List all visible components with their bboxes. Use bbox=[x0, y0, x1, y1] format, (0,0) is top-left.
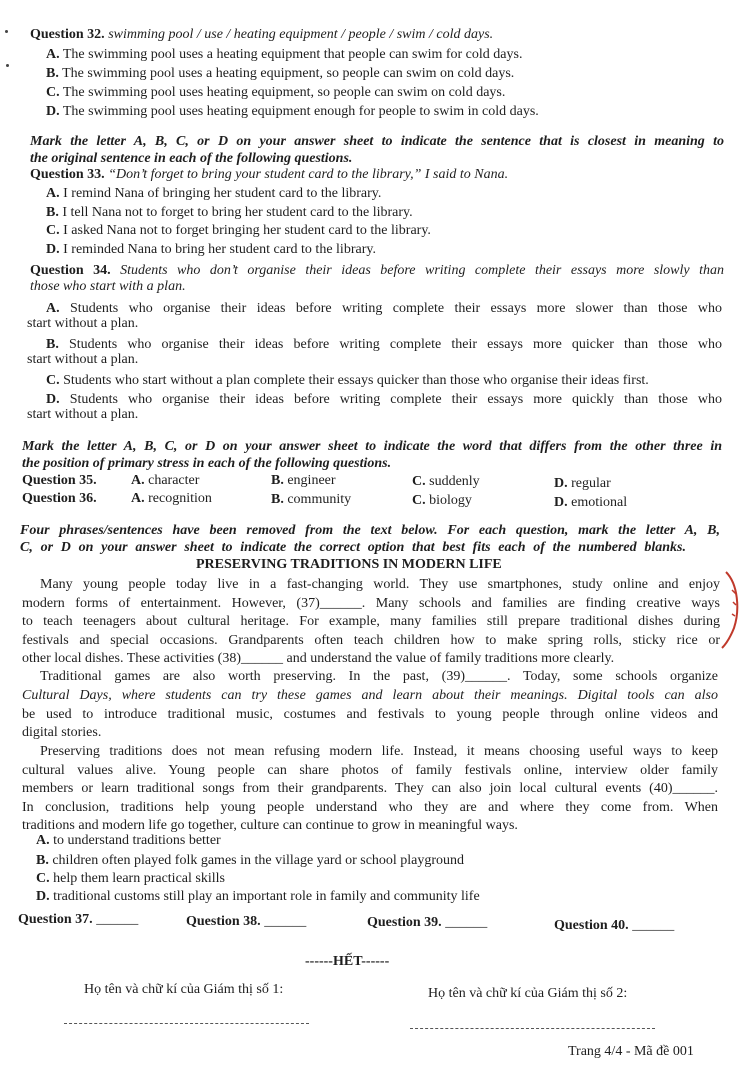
q36-option-a: A. recognition bbox=[131, 491, 212, 506]
page-number-label: Trang 4/4 - Mã đề 001 bbox=[568, 1044, 694, 1059]
q34-option-a-cont: start without a plan. bbox=[27, 316, 139, 331]
question-36-label: Question 36. bbox=[22, 491, 97, 506]
proctor-2-signature-label: Họ tên và chữ kí của Giám thị số 2: bbox=[428, 986, 628, 1001]
passage-line: Traditional games are also worth preserving. In the past, (39)______. Today, some schools organize bbox=[40, 669, 718, 684]
passage-line: Preserving traditions does not mean refusing modern life. Instead, it means choosing useful ways to keep bbox=[40, 744, 718, 759]
passage-line: festivals and special occasions. Grandparents often teach children how to make spring rolls, sticky rice or bbox=[22, 633, 720, 648]
instruction-stress: Mark the letter A, B, C, or D on your answer sheet to indicate the word that differs from the other three in bbox=[22, 439, 722, 454]
q36-option-c: C. biology bbox=[412, 493, 472, 508]
answer-question-39: Question 39. ______ bbox=[367, 915, 488, 930]
question-33-stem bbox=[30, 166, 508, 184]
passage-option-c: C. help them learn practical skills bbox=[36, 871, 225, 886]
red-margin-mark-icon bbox=[712, 570, 742, 650]
question-label: Question 34. bbox=[30, 263, 111, 278]
question-35-label: Question 35. bbox=[22, 473, 97, 488]
passage-line: cultural values alive. Young people can share photos of family festivals online, interview older family bbox=[22, 763, 718, 778]
passage-line: other local dishes. These activities (38)______ and understand the value of family traditions more clearly. bbox=[22, 651, 615, 666]
passage-line: Many young people today live in a fast-changing world. They use smartphones, study online and enjoy bbox=[40, 577, 720, 592]
q36-option-b: B. community bbox=[271, 492, 352, 507]
passage-line: members or learn traditional songs from their grandparents. They can also join local cultural events (40)______. bbox=[22, 781, 718, 796]
q33-option-b: B. I tell Nana not to forget to bring her student card to the library. bbox=[46, 205, 413, 220]
scan-dot bbox=[5, 30, 8, 33]
question-label: Question 33. bbox=[30, 167, 105, 182]
question-label: Question 32. bbox=[30, 27, 105, 42]
passage-line: In conclusion, traditions help young people understand who they are and where they come from. When bbox=[22, 800, 718, 815]
passage-title: PRESERVING TRADITIONS IN MODERN LIFE bbox=[196, 557, 502, 572]
q35-option-c: C. suddenly bbox=[412, 474, 480, 489]
answer-question-37: Question 37. ______ bbox=[18, 912, 139, 927]
q32-option-a: A. The swimming pool uses a heating equipment that people can swim for cold days. bbox=[46, 47, 523, 62]
question-prompt: Students who don’t organise their ideas before writing complete their essays more slowly than bbox=[120, 263, 724, 278]
end-marker: ------HẾT------ bbox=[305, 954, 390, 969]
passage-line: Cultural Days, where students can try these games and learn about their meanings. Digital tools can also bbox=[22, 688, 718, 703]
question-prompt: swimming pool / use / heating equipment / people / swim / cold days. bbox=[108, 27, 494, 42]
q33-option-a: A. I remind Nana of bringing her student card to the library. bbox=[46, 186, 382, 201]
proctor-2-signature-line bbox=[410, 1028, 655, 1029]
q32-option-b: B. The swimming pool uses a heating equipment, so people can swim on cold days. bbox=[46, 66, 515, 81]
instruction-blanks-2: C, or D on your answer sheet to indicate the correct option that best fits each of the numbered blanks. bbox=[20, 540, 686, 555]
passage-line: to teach teenagers about cultural heritage. For example, many families still prepare traditional dishes during bbox=[22, 614, 720, 629]
question-prompt: “Don’t forget to bring your student card to the library,” I said to Nana. bbox=[108, 167, 509, 182]
answer-question-40: Question 40. ______ bbox=[554, 918, 675, 933]
passage-line: modern forms of entertainment. However, (37)______. Many schools and families are finding creative ways bbox=[22, 596, 720, 611]
question-34-stem-cont: those who start with a plan. bbox=[30, 279, 186, 294]
passage-line: digital stories. bbox=[22, 725, 102, 740]
q34-option-d-cont: start without a plan. bbox=[27, 407, 139, 422]
q34-option-d: D. Students who organise their ideas before writing complete their essays more quickly than those who bbox=[46, 392, 723, 407]
instruction-closest-meaning: Mark the letter A, B, C, or D on your answer sheet to indicate the sentence that is closest in meaning to bbox=[30, 134, 724, 149]
q32-option-d: D. The swimming pool uses heating equipment enough for people to swim in cold days. bbox=[46, 104, 539, 119]
q34-option-b: B. Students who organise their ideas before writing complete their essays more quicker than those who bbox=[46, 337, 722, 352]
q32-option-c: C. The swimming pool uses heating equipment, so people can swim on cold days. bbox=[46, 85, 506, 100]
q35-option-b: B. engineer bbox=[271, 473, 336, 488]
q35-option-d: D. regular bbox=[554, 476, 611, 491]
q36-option-d: D. emotional bbox=[554, 495, 628, 510]
passage-line: be used to introduce traditional music, costumes and festivals to young people through online videos and bbox=[22, 707, 718, 722]
question-32-stem bbox=[30, 26, 493, 44]
q34-option-c: C. Students who start without a plan complete their essays quicker than those who organise their ideas first. bbox=[46, 373, 649, 388]
passage-option-d: D. traditional customs still play an important role in family and community life bbox=[36, 889, 480, 904]
passage-line: traditions and modern life go together, culture can continue to grow in meaningful ways. bbox=[22, 818, 518, 833]
q34-option-a: A. Students who organise their ideas before writing complete their essays more slower than those who bbox=[46, 301, 723, 316]
proctor-1-signature-label: Họ tên và chữ kí của Giám thị số 1: bbox=[84, 982, 284, 997]
q35-option-a: A. character bbox=[131, 473, 200, 488]
instruction-stress-2: the position of primary stress in each of the following questions. bbox=[22, 456, 392, 471]
passage-option-a: A. to understand traditions better bbox=[36, 833, 221, 848]
passage-option-b: B. children often played folk games in the village yard or school playground bbox=[36, 853, 465, 868]
instruction-blanks: Four phrases/sentences have been removed from the text below. For each question, mark the letter A, B, bbox=[20, 523, 720, 538]
q33-option-d: D. I reminded Nana to bring her student card to the library. bbox=[46, 242, 376, 257]
answer-question-38: Question 38. ______ bbox=[186, 914, 307, 929]
q33-option-c: C. I asked Nana not to forget bringing her student card to the library. bbox=[46, 223, 431, 238]
q34-option-b-cont: start without a plan. bbox=[27, 352, 139, 367]
proctor-1-signature-line bbox=[64, 1023, 309, 1024]
scan-dot bbox=[6, 64, 9, 67]
instruction-closest-meaning-2: the original sentence in each of the following questions. bbox=[30, 151, 353, 166]
